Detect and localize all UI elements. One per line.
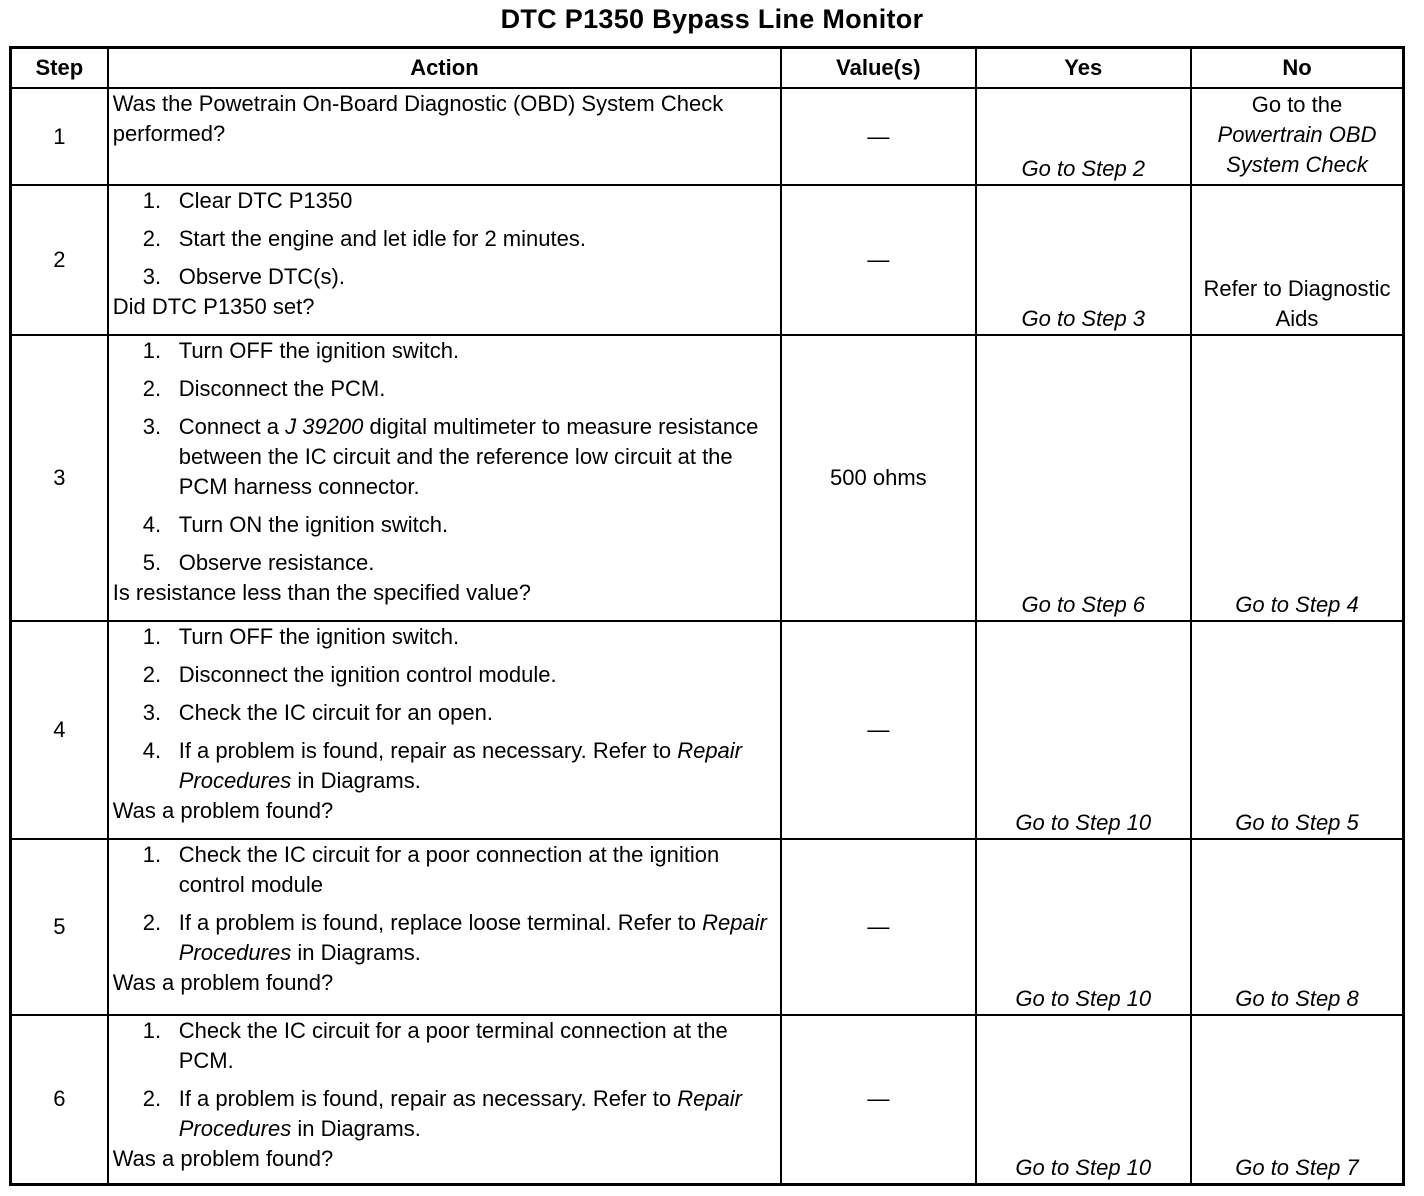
- yes-cell: Go to Step 6: [976, 335, 1191, 621]
- yes-cell: Go to Step 10: [976, 1015, 1191, 1184]
- list-item: 3. Observe DTC(s).: [142, 264, 345, 289]
- list-item: 2. If a problem is found, replace loose terminal. Refer to Repair Procedures in Diagrams.: [142, 910, 767, 965]
- table-row: [11, 621, 1404, 839]
- table-header-row: [11, 48, 1404, 89]
- list-item: 1. Turn OFF the ignition switch.: [142, 624, 460, 649]
- action-cell: [108, 839, 781, 1015]
- header-action: Action: [108, 48, 781, 89]
- yes-cell: Go to Step 10: [976, 839, 1191, 1015]
- action-text: Was the Powetrain On-Board Diagnostic (OBD) System Check performed?: [112, 91, 724, 146]
- value-cell: —: [781, 185, 975, 335]
- no-text: Go to the: [1251, 92, 1343, 117]
- list-item: 2. Disconnect the ignition control module.: [142, 662, 557, 687]
- header-step: Step: [11, 48, 108, 89]
- step-number: 1: [11, 88, 108, 185]
- no-cell: Refer to Diagnostic Aids: [1191, 185, 1404, 335]
- no-cell: Go to Step 7: [1191, 1015, 1404, 1184]
- list-item: 4. If a problem is found, repair as necessary. Refer to Repair Procedures in Diagrams.: [142, 738, 743, 793]
- step-number: 6: [11, 1015, 108, 1184]
- step-number: 4: [11, 621, 108, 839]
- list-item: 4. Turn ON the ignition switch.: [142, 512, 449, 537]
- header-yes: Yes: [976, 48, 1191, 89]
- no-cell: Go to Step 5: [1191, 621, 1404, 839]
- question-text: Was a problem found?: [112, 1146, 334, 1171]
- question-text: Did DTC P1350 set?: [112, 294, 315, 319]
- table-row: [11, 88, 1404, 185]
- list-item: 2. If a problem is found, repair as necessary. Refer to Repair Procedures in Diagrams.: [142, 1086, 743, 1141]
- value-cell: 500 ohms: [781, 335, 975, 621]
- no-cell: [1191, 88, 1404, 185]
- header-values: Value(s): [781, 48, 975, 89]
- list-item: 1. Turn OFF the ignition switch.: [142, 338, 460, 363]
- table-row: [11, 185, 1404, 335]
- step-number: 3: [11, 335, 108, 621]
- action-cell: [108, 335, 781, 621]
- header-no: No: [1191, 48, 1404, 89]
- list-item: 3. Check the IC circuit for an open.: [142, 700, 493, 725]
- action-cell: [108, 185, 781, 335]
- no-cell: Go to Step 4: [1191, 335, 1404, 621]
- yes-cell: Go to Step 2: [976, 88, 1191, 185]
- list-item: 1. Clear DTC P1350: [142, 188, 353, 213]
- list-item: 2. Disconnect the PCM.: [142, 376, 386, 401]
- step-number: 5: [11, 839, 108, 1015]
- question-text: Was a problem found?: [112, 798, 334, 823]
- value-cell: —: [781, 621, 975, 839]
- no-link: Powertrain OBD System Check: [1217, 122, 1377, 177]
- yes-cell: Go to Step 3: [976, 185, 1191, 335]
- question-text: Is resistance less than the specified value?: [112, 580, 531, 605]
- action-cell: [108, 621, 781, 839]
- list-item: 5. Observe resistance.: [142, 550, 375, 575]
- page-title: DTC P1350 Bypass Line Monitor: [500, 4, 924, 34]
- table-row: [11, 1015, 1404, 1184]
- repair-procedures-reference: Repair Procedures: [178, 1086, 743, 1141]
- table-row: [11, 839, 1404, 1015]
- table-row: [11, 335, 1404, 621]
- step-number: 2: [11, 185, 108, 335]
- action-cell: [108, 88, 781, 185]
- repair-procedures-reference: Repair Procedures: [178, 738, 743, 793]
- action-cell: [108, 1015, 781, 1184]
- value-cell: —: [781, 839, 975, 1015]
- diagnostic-table: [9, 46, 1405, 1186]
- value-cell: —: [781, 1015, 975, 1184]
- question-text: Was a problem found?: [112, 970, 334, 995]
- list-item: 3. Connect a J 39200 digital multimeter to measure resistance between the IC circuit and the reference low circuit at the PCM harness connector.: [142, 414, 759, 499]
- yes-cell: Go to Step 10: [976, 621, 1191, 839]
- repair-procedures-reference: Repair Procedures: [178, 910, 767, 965]
- list-item: 2. Start the engine and let idle for 2 minutes.: [142, 226, 586, 251]
- value-cell: —: [781, 88, 975, 185]
- tool-reference: J 39200: [285, 414, 364, 439]
- no-cell: Go to Step 8: [1191, 839, 1404, 1015]
- list-item: 1. Check the IC circuit for a poor terminal connection at the PCM.: [142, 1018, 728, 1073]
- list-item: 1. Check the IC circuit for a poor connection at the ignition control module: [142, 842, 720, 897]
